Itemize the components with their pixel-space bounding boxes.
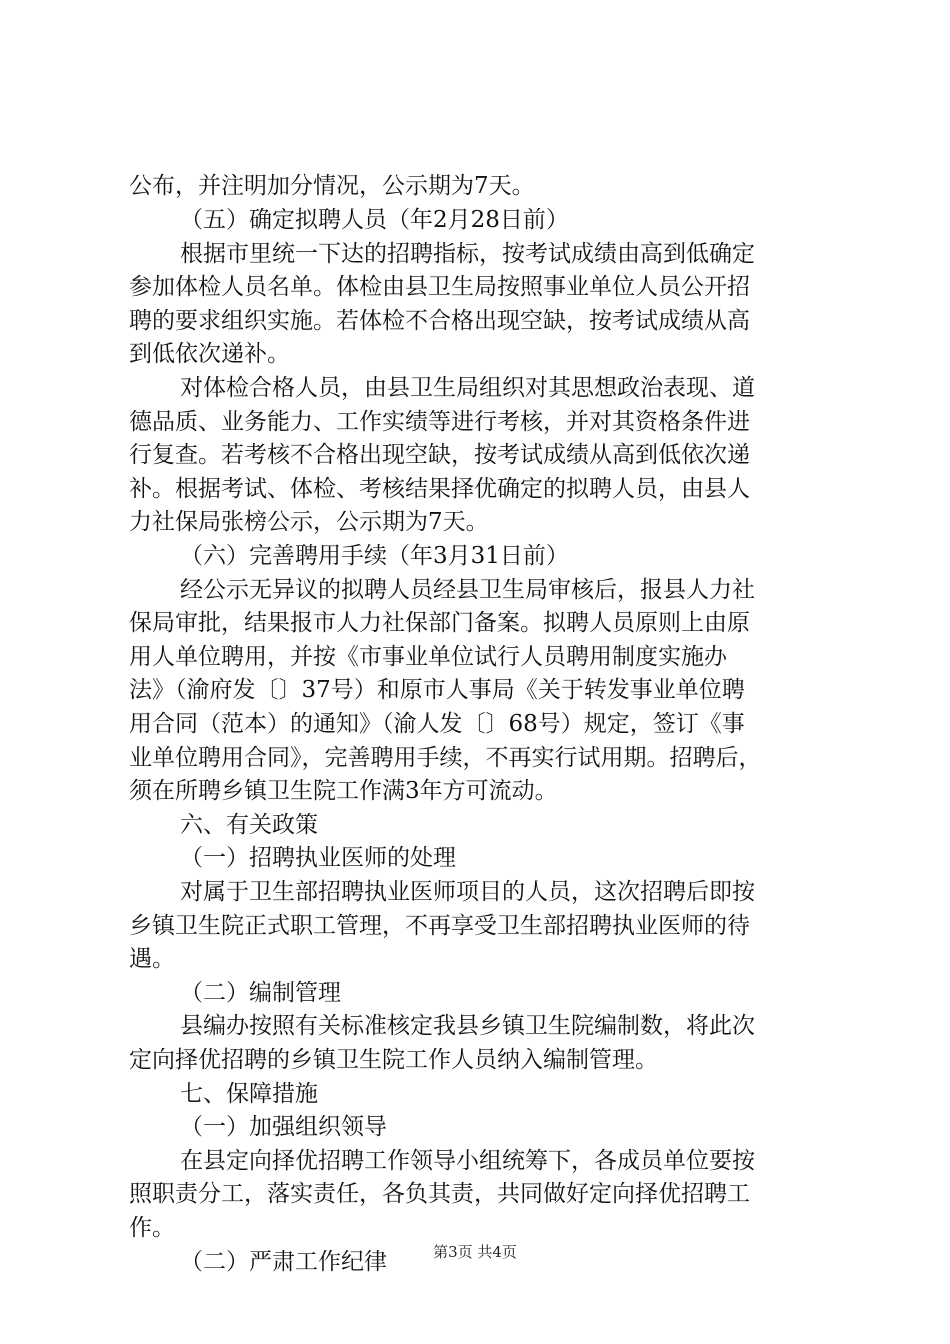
section-heading: （五）确定拟聘人员（年2月28日前） <box>180 207 569 233</box>
text-line: 德品质、业务能力、工作实绩等进行考核，并对其资格条件进 <box>129 409 750 435</box>
section-heading: （二）编制管理 <box>180 980 341 1006</box>
text-line: 遇。 <box>129 946 175 972</box>
text-line: 县编办按照有关标准核定我县乡镇卫生院编制数，将此次 <box>180 1013 755 1039</box>
text-line: 法》（渝府发〔〕37号）和原市人事局《关于转发事业单位聘 <box>129 677 745 703</box>
text-line: 保局审批，结果报市人力社保部门备案。拟聘人员原则上由原 <box>129 610 750 636</box>
page-number-label: 第3页 共4页 <box>433 1243 517 1261</box>
text-line: 用人单位聘用，并按《市事业单位试行人员聘用制度实施办 <box>129 644 727 670</box>
chapter-heading: 七、保障措施 <box>180 1081 318 1107</box>
text-line: 用合同（范本）的通知》（渝人发〔〕68号）规定，签订《事 <box>129 711 745 737</box>
section-heading: （二）严肃工作纪律 <box>180 1249 387 1275</box>
chapter-heading: 六、有关政策 <box>180 812 318 838</box>
text-line: 须在所聘乡镇卫生院工作满3年方可流动。 <box>129 778 558 804</box>
text-line: 对属于卫生部招聘执业医师项目的人员，这次招聘后即按 <box>180 879 755 905</box>
text-line: 公布，并注明加分情况，公示期为7天。 <box>129 173 535 199</box>
section-heading: （一）加强组织领导 <box>180 1114 387 1140</box>
text-line: 力社保局张榜公示，公示期为7天。 <box>129 509 489 535</box>
text-line: 根据市里统一下达的招聘指标，按考试成绩由高到低确定 <box>180 241 755 267</box>
text-line: 乡镇卫生院正式职工管理，不再享受卫生部招聘执业医师的待 <box>129 913 750 939</box>
page-footer <box>0 1242 950 1262</box>
text-line: 在县定向择优招聘工作领导小组统筹下，各成员单位要按 <box>180 1148 755 1174</box>
text-line: 行复查。若考核不合格出现空缺，按考试成绩从高到低依次递 <box>129 442 750 468</box>
section-heading: （一）招聘执业医师的处理 <box>180 845 456 871</box>
text-line: 对体检合格人员，由县卫生局组织对其思想政治表现、道 <box>180 375 755 401</box>
section-heading: （六）完善聘用手续（年3月31日前） <box>180 543 569 569</box>
text-line: 经公示无异议的拟聘人员经县卫生局审核后，报县人力社 <box>180 577 755 603</box>
text-line: 聘的要求组织实施。若体检不合格出现空缺，按考试成绩从高 <box>129 308 750 334</box>
text-line: 定向择优招聘的乡镇卫生院工作人员纳入编制管理。 <box>129 1047 658 1073</box>
text-line: 业单位聘用合同》，完善聘用手续，不再实行试用期。招聘后， <box>129 745 762 771</box>
text-line: 参加体检人员名单。体检由县卫生局按照事业单位人员公开招 <box>129 274 750 300</box>
text-line: 到低依次递补。 <box>129 341 290 367</box>
text-line: 照职责分工，落实责任，各负其责，共同做好定向择优招聘工 <box>129 1181 750 1207</box>
text-line: 补。根据考试、体检、考核结果择优确定的拟聘人员，由县人 <box>129 476 750 502</box>
text-line: 作。 <box>129 1215 175 1241</box>
